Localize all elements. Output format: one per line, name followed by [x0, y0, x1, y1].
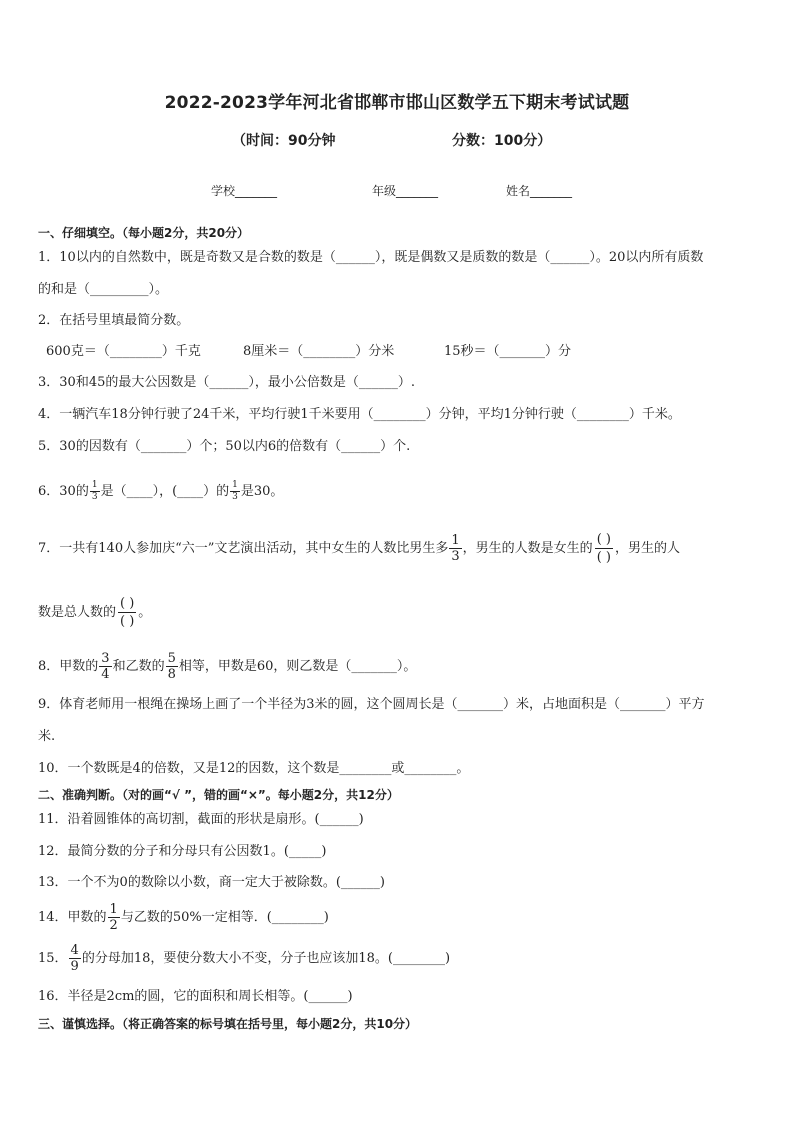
question-11: 11．沿着圆锥体的高切割，截面的形状是扇形。(______) [38, 812, 364, 827]
exam-score: 分数：100分） [452, 133, 552, 149]
question-15 [38, 944, 450, 973]
page-title: 2022-2023学年河北省邯郸市邯山区数学五下期末考试试题 [164, 93, 630, 113]
question-7-line-1 [38, 533, 680, 564]
section-1-heading: 一、仔细填空。（每小题2分，共20分） [38, 226, 250, 240]
question-2-part-c: 15秒＝（_______）分 [444, 344, 572, 359]
fraction-one-half: $\frac{1}{2}$ [109, 902, 118, 933]
question-5: 5．30的因数有（_______）个；50以内6的倍数有（______）个. [38, 439, 411, 454]
question-7-text-start: 7．一共有140人参加庆“六一”文艺演出活动，其中女生的人数比男生多 [38, 541, 449, 556]
question-3: 3．30和45的最大公因数是（______），最小公倍数是（______）. [38, 375, 415, 390]
section-3-heading: 三、谨慎选择。（将正确答案的标号填在括号里，每小题2分，共10分） [38, 1017, 418, 1031]
question-15-text-end: 的分母加18，要使分数大小不变，分子也应该加18。(________) [81, 951, 451, 966]
question-13: 13．一个不为0的数除以小数，商一定大于被除数。(______) [38, 875, 385, 890]
question-14-text-start: 14．甲数的 [38, 910, 107, 925]
question-6-text-mid: 是（____），(____）的 [100, 484, 230, 499]
question-2-part-a: 600克＝（________）千克 [46, 344, 201, 359]
fraction-one-third: $\frac{1}{3}$ [91, 480, 98, 502]
fraction-four-ninths: $\frac{4}{9}$ [70, 943, 79, 974]
question-15-text-start: 15． [38, 951, 68, 966]
question-10: 10．一个数既是4的倍数，又是12的因数，这个数是________或________。 [38, 761, 470, 776]
question-8 [38, 652, 416, 681]
answer-fraction-blank-2[interactable]: ( ) ( ) [120, 596, 135, 629]
question-2: 2．在括号里填最简分数。 [38, 313, 190, 328]
fraction-one-third-q7: $\frac{1}{3}$ [451, 533, 460, 564]
fraction-five-eighths: $\frac{5}{8}$ [167, 651, 176, 682]
question-14 [38, 903, 329, 932]
question-4: 4．一辆汽车18分钟行驶了24千米，平均行驶1千米要用（________）分钟，平均1分钟行驶（________）千米。 [38, 407, 681, 422]
fraction-one-third-2: $\frac{1}{3}$ [232, 480, 238, 502]
answer-fraction-blank[interactable]: ( ) ( ) [596, 532, 611, 565]
question-12: 12．最简分数的分子和分母只有公因数1。(_____) [38, 844, 327, 859]
question-16: 16．半径是2cm的圆，它的面积和周长相等。(______) [38, 989, 353, 1004]
question-7-text-end: ，男生的人 [614, 541, 680, 556]
section-2-heading: 二、准确判断。（对的画“√ ”，错的画“×”。每小题2分，共12分） [38, 788, 399, 802]
question-1-line-1: 1．10以内的自然数中，既是奇数又是合数的数是（______），既是偶数又是质数的数是（______）。20以内所有质数 [38, 250, 704, 265]
question-1-line-2: 的和是（_________）。 [38, 282, 169, 297]
question-2-part-b: 8厘米＝（________）分米 [243, 344, 395, 359]
question-6 [38, 481, 283, 502]
question-8-text-mid: 和乙数的 [112, 659, 165, 674]
question-14-text-end: 与乙数的50%一定相等．(________) [120, 910, 329, 925]
grade-field: 年级_______ [372, 184, 439, 198]
exam-time: （时间：90分钟 [232, 133, 336, 149]
question-6-text-start: 6．30的 [38, 484, 89, 499]
name-field: 姓名_______ [506, 184, 573, 198]
question-7-line-2 [38, 597, 151, 628]
question-7b-text-start: 数是总人数的 [38, 605, 117, 620]
fraction-three-quarters: $\frac{3}{4}$ [101, 651, 110, 682]
question-9-line-2: 米. [38, 729, 56, 744]
question-9-line-1: 9．体育老师用一根绳在操场上画了一个半径为3米的圆，这个圆周长是（_______）米，占地面积是（_______）平方 [38, 697, 705, 712]
question-6-text-end: 是30。 [240, 484, 284, 499]
question-7b-text-end: 。 [138, 605, 152, 620]
question-8-text-end: 相等，甲数是60，则乙数是（_______）。 [178, 659, 417, 674]
question-7-text-mid: ，男生的人数是女生的 [462, 541, 593, 556]
question-8-text-start: 8．甲数的 [38, 659, 99, 674]
school-field: 学校_______ [211, 184, 278, 198]
